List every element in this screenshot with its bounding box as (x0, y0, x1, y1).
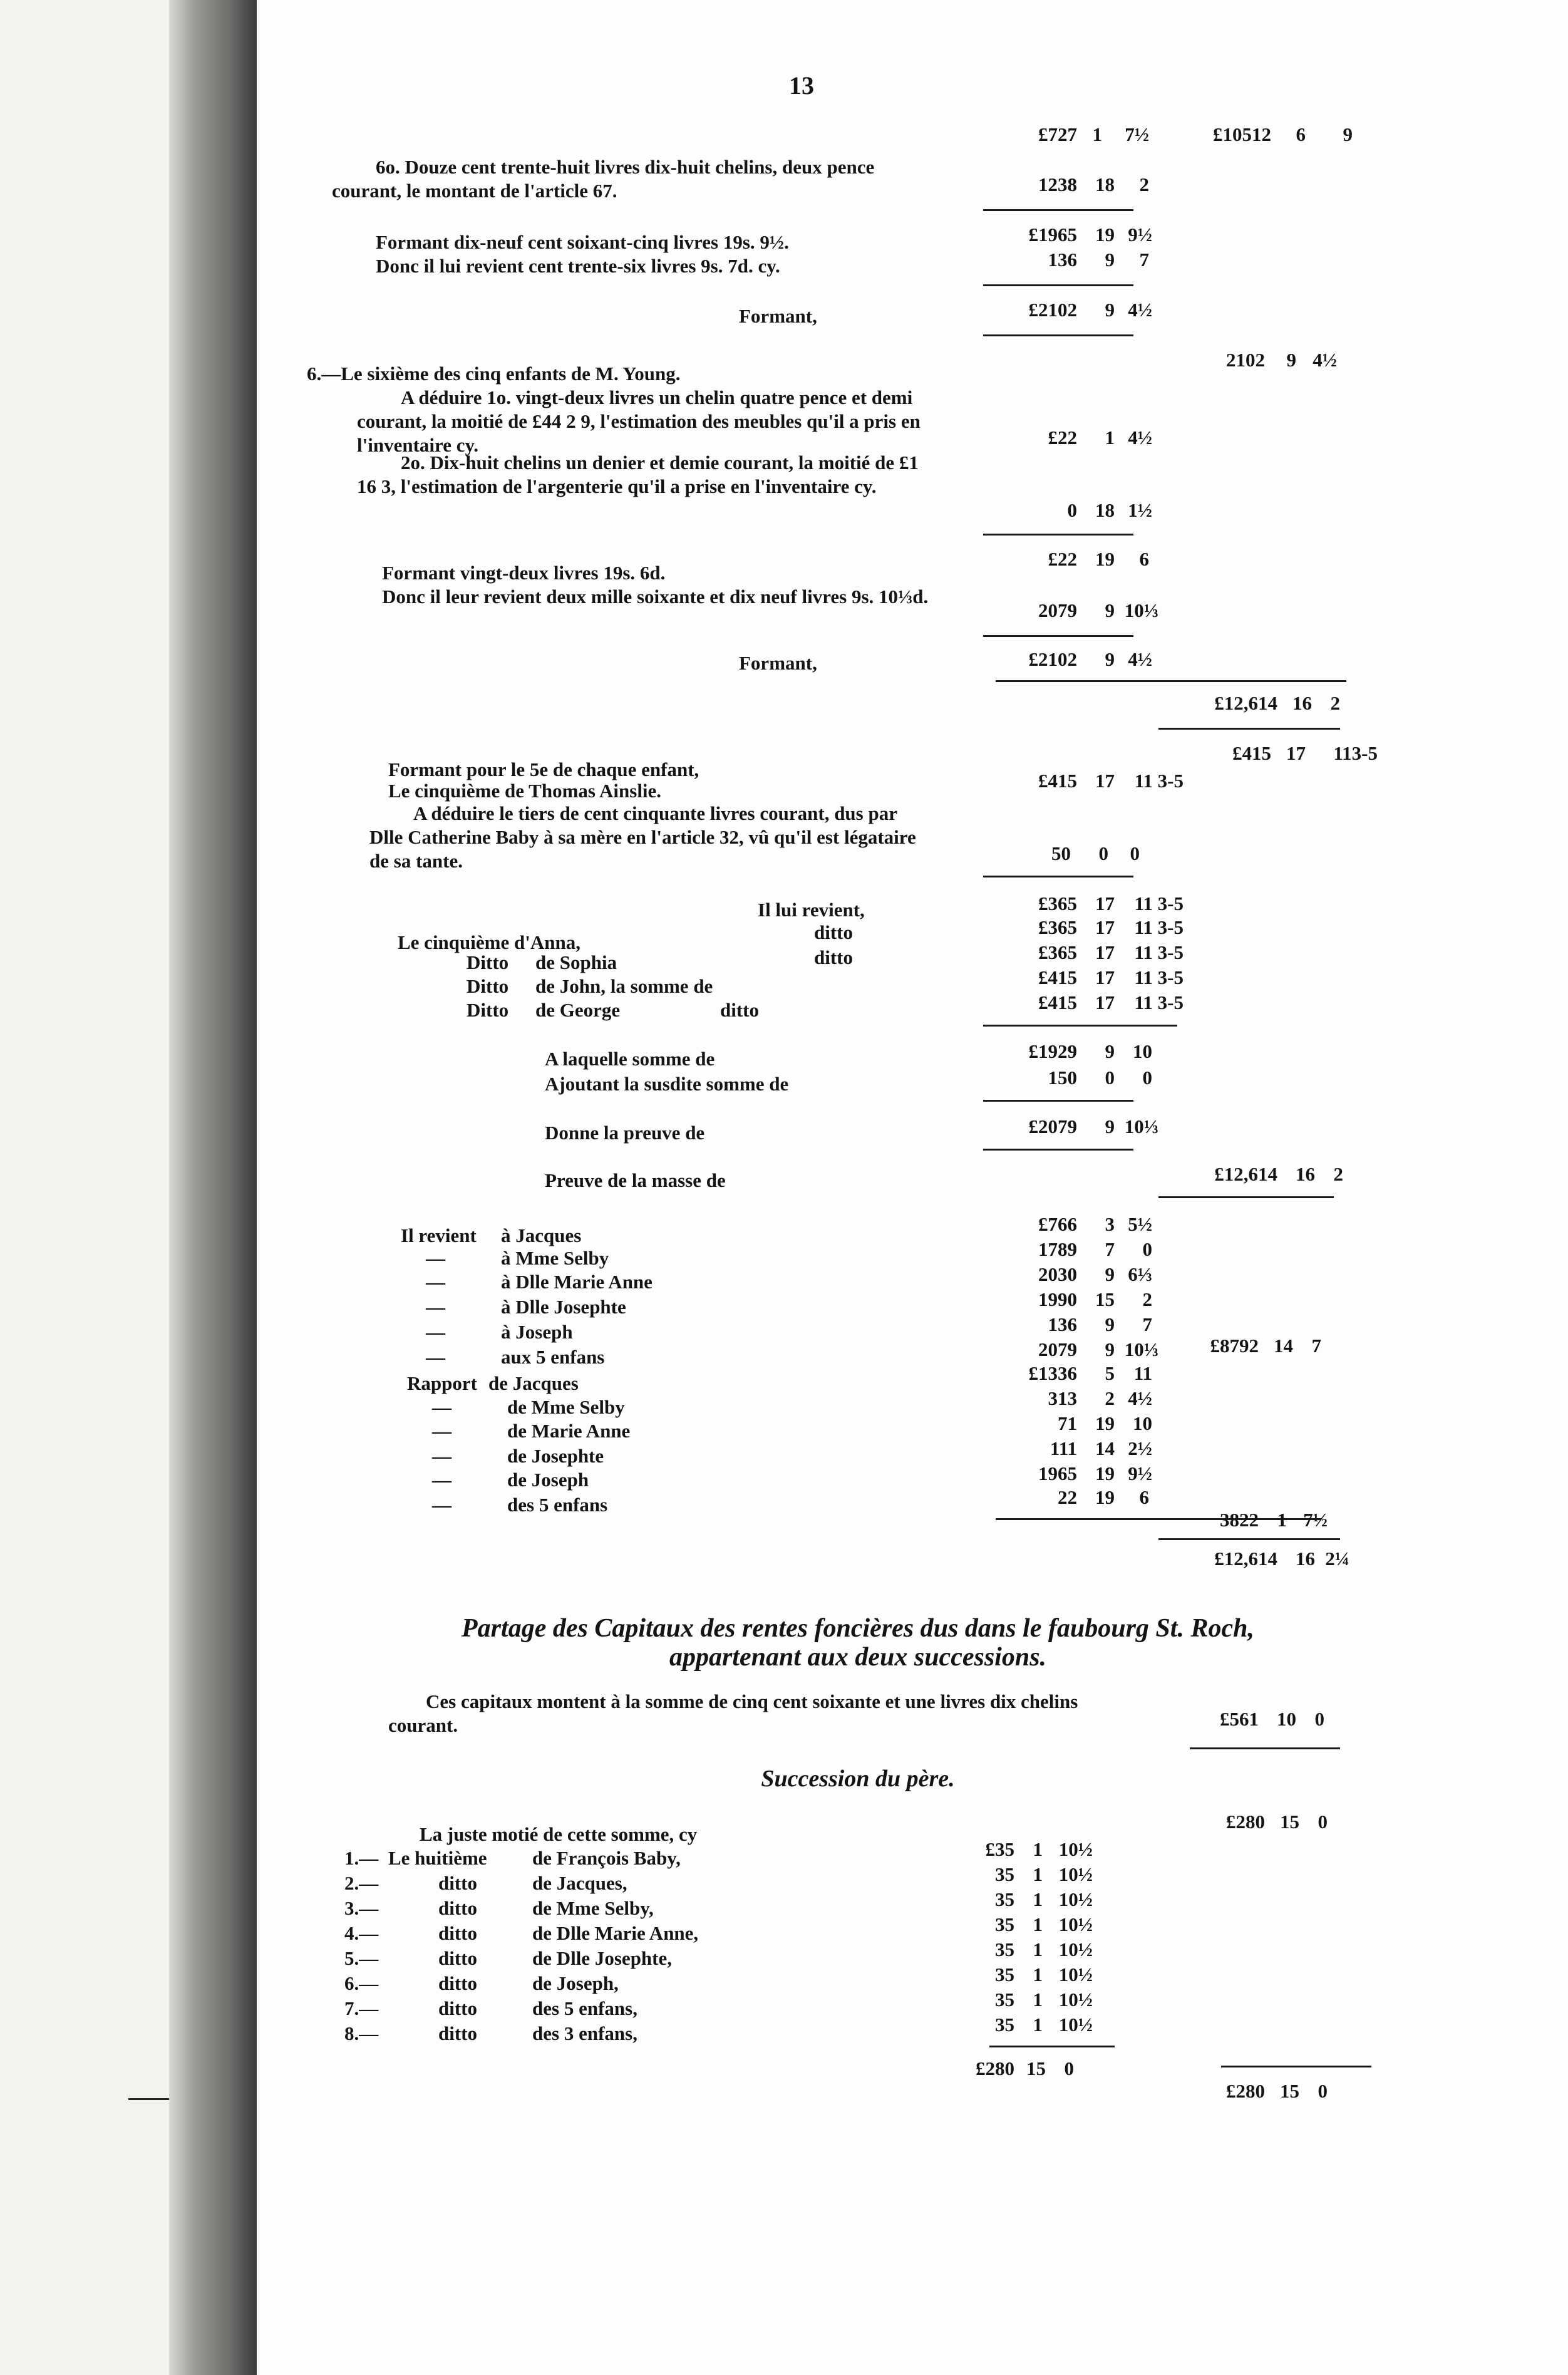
ledger-cell: 17 (1286, 742, 1306, 764)
ledger-cell: 11 3-5 (1134, 770, 1184, 792)
ledger-cell: de John, la somme de (535, 975, 713, 997)
sixieme-item1: A déduire 1o. vingt-deux livres un chelin quatre pence et demi courant, la moitié de £44 2 9, l'estimation des meubles qu'il a pris en l'inventaire cy. (357, 386, 921, 456)
ledger-cell: £22 (1048, 548, 1077, 570)
ledger-cell: 113-5 (1333, 742, 1378, 764)
ledger-cell: 1 (1033, 1888, 1043, 1910)
ledger-cell: 2¼ (1325, 1548, 1349, 1570)
ledger-cell: 15 (1280, 2080, 1299, 2102)
ledger-cell: 11 3-5 (1134, 966, 1184, 988)
ledger-cell: 4½ (1313, 349, 1337, 371)
ledger-cell: de Joseph, (532, 1972, 619, 1994)
ledger-cell: 10⅓ (1124, 599, 1158, 621)
preuve-text: Donne la preuve de (545, 1122, 705, 1144)
ledger-cell: 4½ (1128, 648, 1152, 670)
ledger-cell: 50 (1051, 842, 1071, 864)
ledger-cell: — (426, 1321, 445, 1343)
ledger-cell: £727 (1038, 123, 1077, 145)
moitie-text: La juste motié de cette somme, cy (420, 1823, 698, 1845)
ledger-cell: 8.— (344, 2022, 379, 2044)
ledger-cell: de Sophia (535, 951, 617, 973)
ledger-cell: 0 (1105, 1067, 1115, 1089)
ledger-cell: Ditto (467, 999, 509, 1021)
ledger-cell: — (426, 1346, 445, 1368)
ajoutant-text: Ajoutant la susdite somme de (545, 1073, 789, 1095)
ledger-cell: 2079 (1038, 599, 1077, 621)
ledger-cell: £415 (1038, 991, 1077, 1013)
ledger-cell: 6 (1296, 123, 1306, 145)
ledger-cell: 6⅓ (1128, 1263, 1152, 1285)
ledger-cell: 9 (1286, 349, 1296, 371)
sum-rule (1221, 2066, 1371, 2067)
ledger-cell: £415 (1038, 966, 1077, 988)
ledger-cell: 19 (1095, 224, 1115, 246)
ledger-cell: £12,614 (1214, 692, 1277, 714)
ledger-cell: £280 (1226, 2080, 1265, 2102)
ledger-cell: 111 (1050, 1437, 1077, 1459)
ledger-cell: de George (535, 999, 621, 1021)
ledger-cell: de Dlle Josephte, (532, 1947, 673, 1969)
ledger-cell: 10⅓ (1124, 1115, 1158, 1137)
ledger-cell: 2.— (344, 1872, 379, 1894)
ledger-cell: 9½ (1128, 224, 1152, 246)
ledger-cell: 11 3-5 (1134, 916, 1184, 938)
ledger-cell: — (432, 1396, 451, 1418)
ledger-cell: Ditto (467, 975, 509, 997)
book-binding-gutter (169, 0, 257, 2375)
ledger-cell: 1990 (1038, 1288, 1077, 1310)
ledger-cell: de Marie Anne (507, 1420, 631, 1442)
laquelle-text: A laquelle somme de (545, 1048, 715, 1070)
ledger-cell: 11 (1133, 1362, 1152, 1384)
ledger-cell: à Dlle Josephte (501, 1296, 626, 1318)
ledger-cell: 5½ (1128, 1213, 1152, 1235)
ledger-cell: 14 (1274, 1335, 1293, 1357)
ledger-cell: ditto (438, 1997, 477, 2019)
ledger-cell: £415 (1232, 742, 1271, 764)
sum-rule (1158, 1196, 1334, 1198)
ledger-cell: 9 (1343, 123, 1353, 145)
ledger-cell: 10 (1277, 1708, 1296, 1730)
ledger-cell: 2 (1139, 173, 1149, 195)
ledger-cell: ditto (438, 1947, 477, 1969)
ledger-cell: 9½ (1128, 1462, 1152, 1484)
ledger-cell: des 5 enfans (507, 1494, 608, 1516)
ledger-cell: £12,614 (1214, 1548, 1277, 1570)
ledger-cell: 18 (1095, 499, 1115, 521)
ledger-cell: 0 (1318, 1811, 1328, 1833)
ledger-cell: de Josephte (507, 1445, 604, 1467)
sum-rule (989, 2046, 1115, 2047)
ledger-cell: ditto (438, 1872, 477, 1894)
sum-rule (983, 635, 1133, 637)
ledger-cell: aux 5 enfans (501, 1346, 605, 1368)
ledger-cell: 1 (1033, 1913, 1043, 1935)
ledger-cell: 10½ (1058, 1938, 1093, 1960)
ledger-cell: de François Baby, (532, 1847, 681, 1869)
ledger-cell: 22 (1058, 1486, 1077, 1508)
ledger-cell: 19 (1095, 548, 1115, 570)
sum-rule (1158, 728, 1340, 730)
item-6o-text: 6o. Douze cent trente-huit livres dix-huit chelins, deux pence courant, le montant de l'article 67. (332, 156, 875, 202)
ledger-cell: 17 (1095, 991, 1115, 1013)
ledger-cell: 4½ (1128, 1387, 1152, 1409)
ledger-cell: £8792 (1210, 1335, 1259, 1357)
ledger-cell: 10½ (1058, 1964, 1093, 1985)
ledger-cell: 17 (1095, 893, 1115, 914)
ledger-cell: £2079 (1028, 1115, 1077, 1137)
ledger-cell: 18 (1095, 173, 1115, 195)
ledger-cell: 1 (1033, 1989, 1043, 2010)
ledger-cell: £365 (1038, 941, 1077, 963)
ledger-cell: 2102 (1226, 349, 1265, 371)
sixieme-formant: Formant vingt-deux livres 19s. 6d. (382, 562, 666, 584)
ledger-cell: 5.— (344, 1947, 379, 1969)
ledger-cell: 17 (1095, 941, 1115, 963)
ledger-cell: 7.— (344, 1997, 379, 2019)
ledger-cell: — (426, 1247, 445, 1269)
ledger-cell: 2 (1105, 1387, 1115, 1409)
ledger-cell: 1238 (1038, 173, 1077, 195)
ledger-cell: 136 (1048, 1313, 1077, 1335)
page-13 (257, 0, 1568, 2375)
ledger-cell: Ditto (467, 951, 509, 973)
ledger-cell: 0 (1130, 842, 1140, 864)
ledger-cell: ditto (814, 921, 853, 943)
ledger-cell: 1 (1277, 1509, 1287, 1531)
ledger-cell: 9 (1105, 1338, 1115, 1360)
ledger-cell: 0 (1098, 842, 1108, 864)
ledger-cell: 9 (1105, 599, 1115, 621)
ledger-cell: ditto (720, 999, 759, 1021)
ledger-cell: £415 (1038, 770, 1077, 792)
page-number: 13 (789, 71, 814, 100)
ledger-cell: 313 (1048, 1387, 1077, 1409)
ledger-cell: 14 (1095, 1437, 1115, 1459)
sum-rule (1190, 1747, 1340, 1749)
ledger-cell: £12,614 (1214, 1163, 1277, 1185)
sixieme-item2: 2o. Dix-huit chelins un denier et demie courant, la moitié de £1 16 3, l'estimation de l'argenterie qu'il a prise en l'inventaire cy. (357, 452, 919, 497)
ledger-cell: 11 3-5 (1134, 991, 1184, 1013)
ledger-cell: 1 (1033, 1838, 1043, 1860)
ledger-cell: — (432, 1494, 451, 1516)
ledger-cell: 35 (995, 1964, 1014, 1985)
ledger-cell: 1½ (1128, 499, 1152, 521)
sum-rule (983, 284, 1133, 286)
ledger-cell: de Joseph (507, 1469, 589, 1491)
ledger-cell: 1.— (344, 1847, 379, 1869)
ledger-cell: 10½ (1058, 1888, 1093, 1910)
ledger-cell: 1965 (1038, 1462, 1077, 1484)
ledger-cell: 2½ (1128, 1437, 1152, 1459)
ledger-cell: 5 (1105, 1362, 1115, 1384)
ledger-cell: de Mme Selby (507, 1396, 625, 1418)
ledger-cell: 2 (1333, 1163, 1343, 1185)
ledger-cell: £1965 (1028, 224, 1077, 246)
ledger-cell: 1 (1033, 1964, 1043, 1985)
ledger-cell: 17 (1095, 966, 1115, 988)
ledger-cell: 4½ (1128, 427, 1152, 448)
formant-label: Formant, (739, 305, 817, 327)
formant-label: Formant, (739, 652, 817, 674)
ledger-cell: 35 (995, 1938, 1014, 1960)
ledger-cell: 3 (1105, 1213, 1115, 1235)
partage-title-line1: Partage des Capitaux des rentes foncières dus dans le faubourg St. Roch, (462, 1614, 1254, 1643)
ledger-cell: 35 (995, 1863, 1014, 1885)
ledger-cell: — (432, 1445, 451, 1467)
sum-rule (983, 209, 1133, 211)
ledger-cell: 19 (1095, 1462, 1115, 1484)
ledger-cell: 9 (1105, 1313, 1115, 1335)
ledger-cell: à Jacques (501, 1224, 582, 1246)
ledger-cell: 10½ (1058, 1913, 1093, 1935)
ledger-cell: £2102 (1028, 648, 1077, 670)
ledger-cell: £22 (1048, 427, 1077, 448)
ledger-cell: 9 (1105, 1115, 1115, 1137)
ledger-cell: 9 (1105, 1263, 1115, 1285)
ledger-cell: des 5 enfans, (532, 1997, 637, 2019)
ledger-cell: Le cinquième d'Anna, (398, 931, 580, 953)
sum-rule (983, 876, 1133, 877)
ledger-cell: ditto (438, 1922, 477, 1944)
ledger-cell: 2 (1142, 1288, 1152, 1310)
ledger-cell: 10½ (1058, 1838, 1093, 1860)
ledger-cell: ditto (438, 2022, 477, 2044)
ledger-cell: 10½ (1058, 1863, 1093, 1885)
ledger-cell: 6.— (344, 1972, 379, 1994)
ledger-cell: 10½ (1058, 1989, 1093, 2010)
ledger-cell: 0 (1142, 1238, 1152, 1260)
ledger-cell: £365 (1038, 893, 1077, 914)
ledger-cell: £766 (1038, 1213, 1077, 1235)
ledger-cell: 0 (1067, 499, 1077, 521)
ledger-cell: 0 (1318, 2080, 1328, 2102)
ledger-cell: 1 (1033, 1863, 1043, 1885)
ledger-cell: 1 (1033, 2014, 1043, 2036)
ledger-cell: 10 (1133, 1412, 1152, 1434)
ledger-cell: 7 (1105, 1238, 1115, 1260)
masse-text: Preuve de la masse de (545, 1169, 726, 1191)
ledger-cell: 7½ (1303, 1509, 1328, 1531)
ledger-cell: 4½ (1128, 299, 1152, 321)
ledger-cell: Rapport (407, 1372, 477, 1394)
ledger-cell: de Jacques (488, 1372, 579, 1394)
ledger-cell: 19 (1095, 1486, 1115, 1508)
ledger-cell: à Joseph (501, 1321, 573, 1343)
ledger-cell: 17 (1095, 770, 1115, 792)
ledger-cell: 2079 (1038, 1338, 1077, 1360)
ledger-cell: 15 (1026, 2057, 1046, 2079)
ledger-cell: 150 (1048, 1067, 1077, 1089)
ledger-cell: ditto (438, 1972, 477, 1994)
ledger-cell: 9 (1105, 249, 1115, 271)
sixieme-title: 6.—Le sixième des cinq enfants de M. Young. (307, 363, 681, 385)
ledger-cell: £35 (985, 1838, 1014, 1860)
ledger-cell: 17 (1095, 916, 1115, 938)
ledger-cell: 2 (1330, 692, 1340, 714)
ledger-cell: de Jacques, (532, 1872, 627, 1894)
ledger-cell: 35 (995, 1989, 1014, 2010)
ledger-cell: £280 (976, 2057, 1014, 2079)
ledger-cell: des 3 enfans, (532, 2022, 637, 2044)
thomas-line: Le cinquième de Thomas Ainslie. (388, 780, 662, 802)
ledger-cell: 136 (1048, 249, 1077, 271)
ledger-cell: 9 (1105, 648, 1115, 670)
ledger-cell: ditto (814, 946, 853, 968)
ledger-cell: 0 (1064, 2057, 1074, 2079)
sum-rule (983, 1100, 1133, 1102)
ledger-cell: 19 (1095, 1412, 1115, 1434)
ledger-cell: Le huitième (388, 1847, 487, 1869)
ledger-cell: — (426, 1271, 445, 1293)
ledger-cell: 35 (995, 2014, 1014, 2036)
ledger-cell: £2102 (1028, 299, 1077, 321)
ledger-cell: 7½ (1125, 123, 1149, 145)
ledger-cell: 16 (1296, 1163, 1315, 1185)
deduire-text: A déduire le tiers de cent cinquante livres courant, dus par Dlle Catherine Baby à sa mère en l'article 32, vû qu'il est légataire de sa tante. (369, 802, 916, 872)
ledger-cell: — (432, 1469, 451, 1491)
ledger-cell: £280 (1226, 1811, 1265, 1833)
ledger-cell: de Mme Selby, (532, 1897, 654, 1919)
ledger-cell: 3822 (1220, 1509, 1259, 1531)
succession-title: Succession du père. (761, 1766, 955, 1792)
partage-title-line2: appartenant aux deux successions. (669, 1643, 1047, 1672)
ledger-cell: 71 (1058, 1412, 1077, 1434)
ledger-cell: 1789 (1038, 1238, 1077, 1260)
ledger-cell: 2030 (1038, 1263, 1077, 1285)
ledger-cell: 0 (1314, 1708, 1324, 1730)
ledger-cell: 15 (1280, 1811, 1299, 1833)
sum-rule (983, 534, 1133, 536)
ledger-cell: £1929 (1028, 1040, 1077, 1062)
ledger-cell: £365 (1038, 916, 1077, 938)
ledger-cell: 11 3-5 (1134, 893, 1184, 914)
sum-rule (983, 334, 1133, 336)
partage-intro: Ces capitaux montent à la somme de cinq cent soixante et une livres dix chelins courant. (388, 1690, 1078, 1736)
ledger-cell: 1 (1105, 427, 1115, 448)
ledger-cell: 7 (1311, 1335, 1321, 1357)
ledger-cell: 6 (1139, 1486, 1149, 1508)
donc-136-text: Donc il lui revient cent trente-six livres 9s. 7d. cy. (376, 255, 780, 277)
ledger-cell: 10½ (1058, 2014, 1093, 2036)
ledger-cell: de Dlle Marie Anne, (532, 1922, 699, 1944)
ledger-cell: 9 (1105, 1040, 1115, 1062)
ledger-cell: 6 (1139, 548, 1149, 570)
ledger-cell: à Dlle Marie Anne (501, 1271, 652, 1293)
ledger-cell: — (426, 1296, 445, 1318)
sum-rule (983, 1149, 1133, 1151)
ledger-cell: 7 (1142, 1313, 1152, 1335)
ledger-cell: 0 (1142, 1067, 1152, 1089)
formant-5e-line: Formant pour le 5e de chaque enfant, (388, 758, 699, 780)
ledger-cell: 35 (995, 1913, 1014, 1935)
sum-rule (996, 680, 1346, 682)
ledger-cell: 7 (1139, 249, 1149, 271)
ledger-cell: Il revient (401, 1224, 477, 1246)
ledger-cell: 3.— (344, 1897, 379, 1919)
ledger-cell: — (432, 1420, 451, 1442)
ledger-cell: 1 (1092, 123, 1102, 145)
ledger-cell: 11 3-5 (1134, 941, 1184, 963)
ledger-cell: 15 (1095, 1288, 1115, 1310)
ledger-cell: £561 (1220, 1708, 1259, 1730)
ledger-cell: ditto (438, 1897, 477, 1919)
ledger-cell: 4.— (344, 1922, 379, 1944)
ledger-cell: 16 (1292, 692, 1312, 714)
ledger-cell: 35 (995, 1888, 1014, 1910)
ledger-cell: 10⅓ (1124, 1338, 1158, 1360)
ledger-cell: £10512 (1213, 123, 1271, 145)
sum-rule (1158, 1538, 1340, 1540)
formant-1965-text: Formant dix-neuf cent soixant-cinq livres 19s. 9½. (376, 231, 789, 253)
lui-revient: Il lui revient, (758, 899, 865, 921)
ledger-cell: 16 (1296, 1548, 1315, 1570)
sum-rule (983, 1025, 1177, 1027)
sixieme-donc: Donc il leur revient deux mille soixante et dix neuf livres 9s. 10⅓d. (382, 586, 929, 608)
ledger-cell: £1336 (1028, 1362, 1077, 1384)
ledger-cell: 10 (1133, 1040, 1152, 1062)
ledger-cell: 9 (1105, 299, 1115, 321)
ledger-cell: 1 (1033, 1938, 1043, 1960)
ledger-cell: à Mme Selby (501, 1247, 609, 1269)
